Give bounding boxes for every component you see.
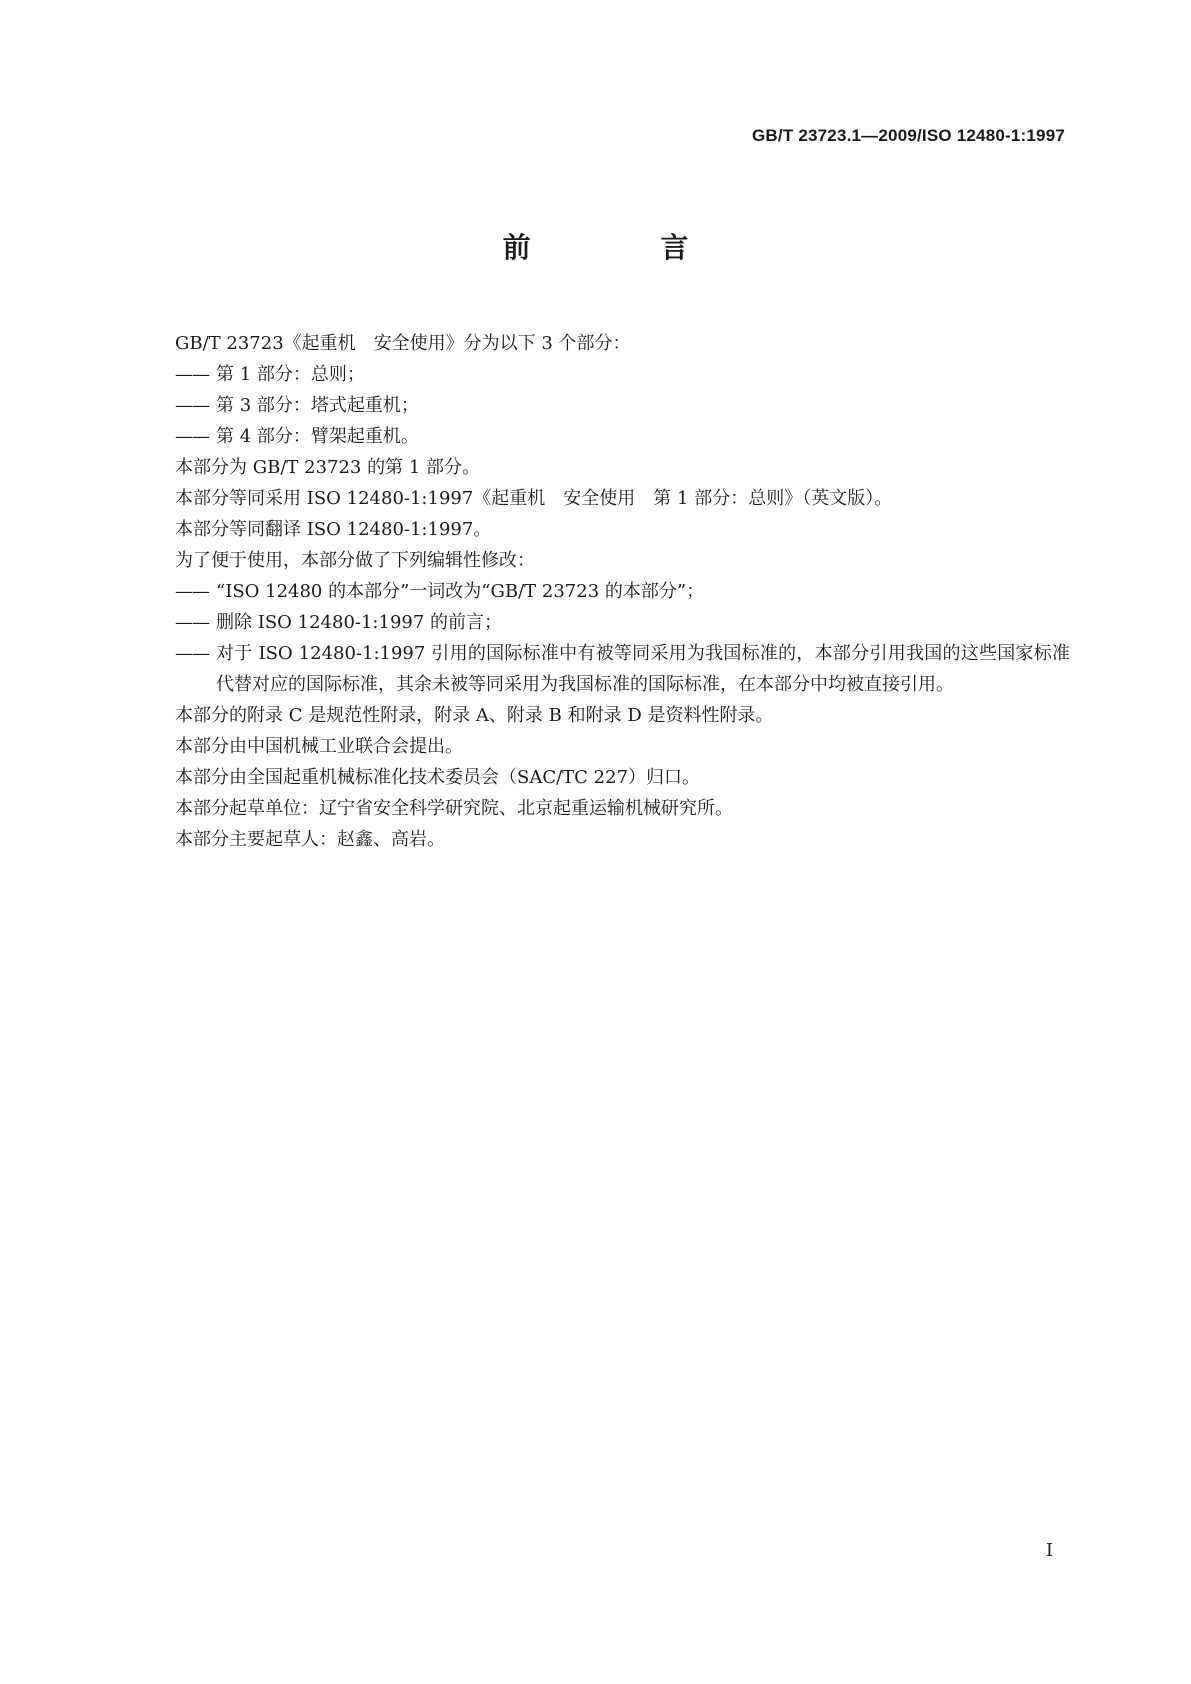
list-dash: —— bbox=[175, 612, 209, 633]
paragraph-edits-intro: 为了便于使用，本部分做了下列编辑性修改： bbox=[175, 550, 535, 571]
list-item-part-3 bbox=[175, 390, 1070, 421]
standard-code: GB/T 23723.1—2009/ISO 12480-1:1997 bbox=[752, 126, 1065, 145]
paragraph-annexes: 本部分的附录 C 是规范性附录，附录 A、附录 B 和附录 D 是资料性附录。 bbox=[175, 705, 774, 726]
list-item-text: 第 1 部分：总则； bbox=[216, 364, 365, 385]
paragraph-responsible-committee: 本部分由全国起重机械标准化技术委员会（SAC/TC 227）归口。 bbox=[175, 767, 701, 788]
list-dash: —— bbox=[175, 426, 209, 447]
page-title: 前 言 bbox=[502, 231, 749, 264]
list-item-text: 第 4 部分：臂架起重机。 bbox=[216, 426, 419, 447]
list-dash: —— bbox=[175, 395, 209, 416]
list-item-text: 第 3 部分：塔式起重机； bbox=[216, 395, 419, 416]
list-dash: —— bbox=[175, 364, 209, 385]
paragraph-proposer: 本部分由中国机械工业联合会提出。 bbox=[175, 736, 463, 757]
foreword-body bbox=[175, 328, 1070, 855]
paragraph-translation: 本部分等同翻译 ISO 12480-1:1997。 bbox=[175, 519, 492, 540]
list-dash: —— bbox=[175, 643, 209, 664]
list-item-text: “ISO 12480 的本部分”一词改为“GB/T 23723 的本部分”； bbox=[216, 581, 705, 602]
paragraph-drafters: 本部分主要起草人：赵鑫、高岩。 bbox=[175, 829, 445, 850]
paragraph-adoption: 本部分等同采用 ISO 12480-1:1997《起重机 安全使用 第 1 部分：总则》（英文版）。 bbox=[175, 488, 893, 509]
list-item-part-4 bbox=[175, 421, 1070, 452]
list-item-edit-wording bbox=[175, 576, 1070, 607]
paragraph-drafting-units: 本部分起草单位：辽宁省安全科学研究院、北京起重运输机械研究所。 bbox=[175, 798, 733, 819]
paragraph-part-scope: 本部分为 GB/T 23723 的第 1 部分。 bbox=[175, 457, 480, 478]
page-number: I bbox=[1045, 1540, 1053, 1561]
list-item-text: 对于 ISO 12480-1:1997 引用的国际标准中有被等同采用为我国标准的，本部分引用我国的这些国家标准代替对应的国际标准，其余未被等同采用为我国标准的国际标准，在本部分中均被直接引用。 bbox=[216, 643, 1070, 695]
list-item-edit-foreword bbox=[175, 607, 1070, 638]
list-item-edit-references bbox=[175, 638, 1070, 700]
paragraph-parts-intro: GB/T 23723《起重机 安全使用》分为以下 3 个部分： bbox=[175, 333, 631, 354]
list-item-part-1 bbox=[175, 359, 1070, 390]
list-dash: —— bbox=[175, 581, 209, 602]
list-item-text: 删除 ISO 12480-1:1997 的前言； bbox=[216, 612, 503, 633]
